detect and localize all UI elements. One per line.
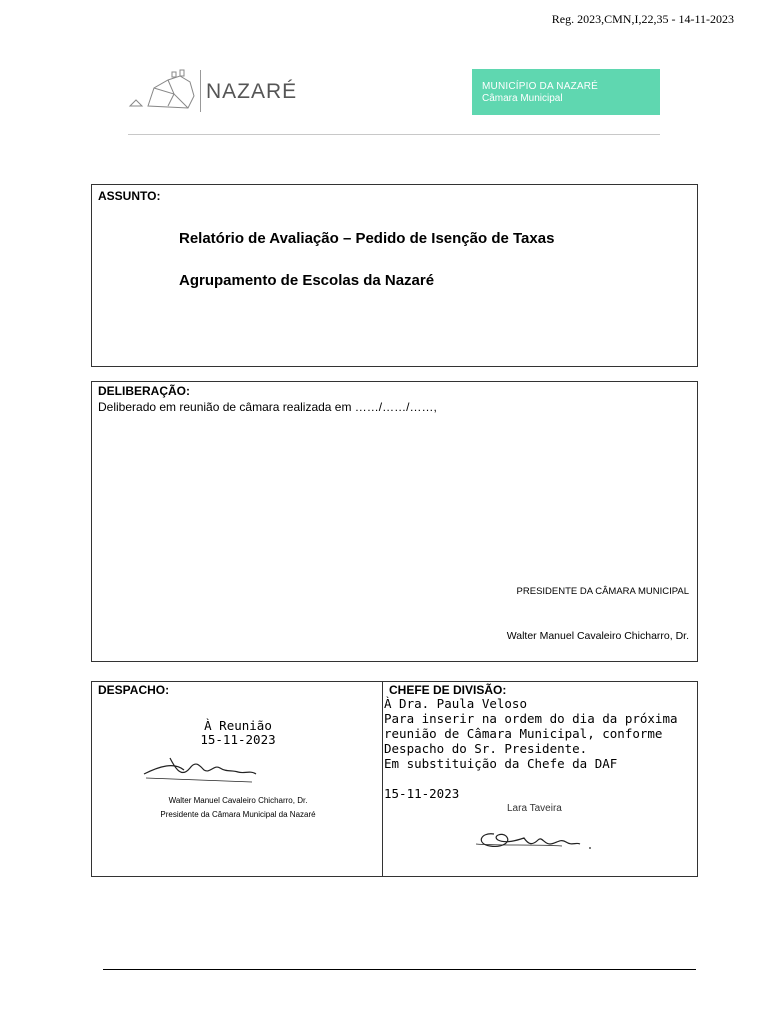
- assunto-subtitle: Agrupamento de Escolas da Nazaré: [179, 272, 435, 289]
- castle-logo-icon: [128, 66, 198, 116]
- municipio-logo-badge: [472, 69, 660, 115]
- chefe-line-1: À Dra. Paula Veloso: [384, 696, 527, 711]
- chefe-line-3: reunião de Câmara Municipal, conforme: [384, 726, 663, 741]
- despacho-signer-name: Walter Manuel Cavaleiro Chicharro, Dr.: [168, 796, 308, 805]
- logo-separator: [200, 70, 201, 112]
- chefe-line-4: Despacho do Sr. Presidente.: [384, 741, 588, 756]
- chefe-signature-icon: [472, 822, 602, 858]
- despacho-label: DESPACHO:: [98, 683, 170, 697]
- logo-wordmark: NAZARÉ: [206, 80, 298, 103]
- deliberacao-name: Walter Manuel Cavaleiro Chicharro, Dr.: [506, 630, 689, 642]
- chefe-signer: Lara Taveira: [507, 803, 562, 814]
- despacho-date: 15-11-2023: [200, 732, 276, 747]
- deliberacao-section: [91, 381, 698, 662]
- chefe-label: CHEFE DE DIVISÃO:: [389, 683, 507, 697]
- chefe-line-5: Em substituição da Chefe da DAF: [384, 756, 618, 771]
- assunto-label: ASSUNTO:: [98, 189, 161, 203]
- nazare-logo: [128, 66, 298, 116]
- deliberacao-text: Deliberado em reunião de câmara realizada em ……/……/……,: [98, 400, 437, 414]
- chefe-date: 15-11-2023: [384, 786, 460, 801]
- chefe-line-2: Para inserir na ordem do dia da próxima: [384, 711, 678, 726]
- despacho-column-divider: [382, 681, 383, 877]
- assunto-title: Relatório de Avaliação – Pedido de Isenção de Taxas: [179, 230, 555, 247]
- header-divider: [128, 134, 660, 135]
- document-reference: Reg. 2023,CMN,I,22,35 - 14-11-2023: [551, 12, 734, 26]
- despacho-line1: À Reunião: [204, 718, 272, 733]
- municipio-name: MUNICÍPIO DA NAZARÉ: [482, 81, 599, 92]
- deliberacao-role: PRESIDENTE DA CÂMARA MUNICIPAL: [516, 586, 689, 597]
- camara-name: Câmara Municipal: [482, 93, 563, 104]
- footer-divider: [103, 969, 696, 970]
- despacho-signer-role: Presidente da Câmara Municipal da Nazaré: [160, 810, 316, 819]
- deliberacao-label: DELIBERAÇÃO:: [98, 384, 190, 398]
- despacho-signature-icon: [140, 748, 260, 788]
